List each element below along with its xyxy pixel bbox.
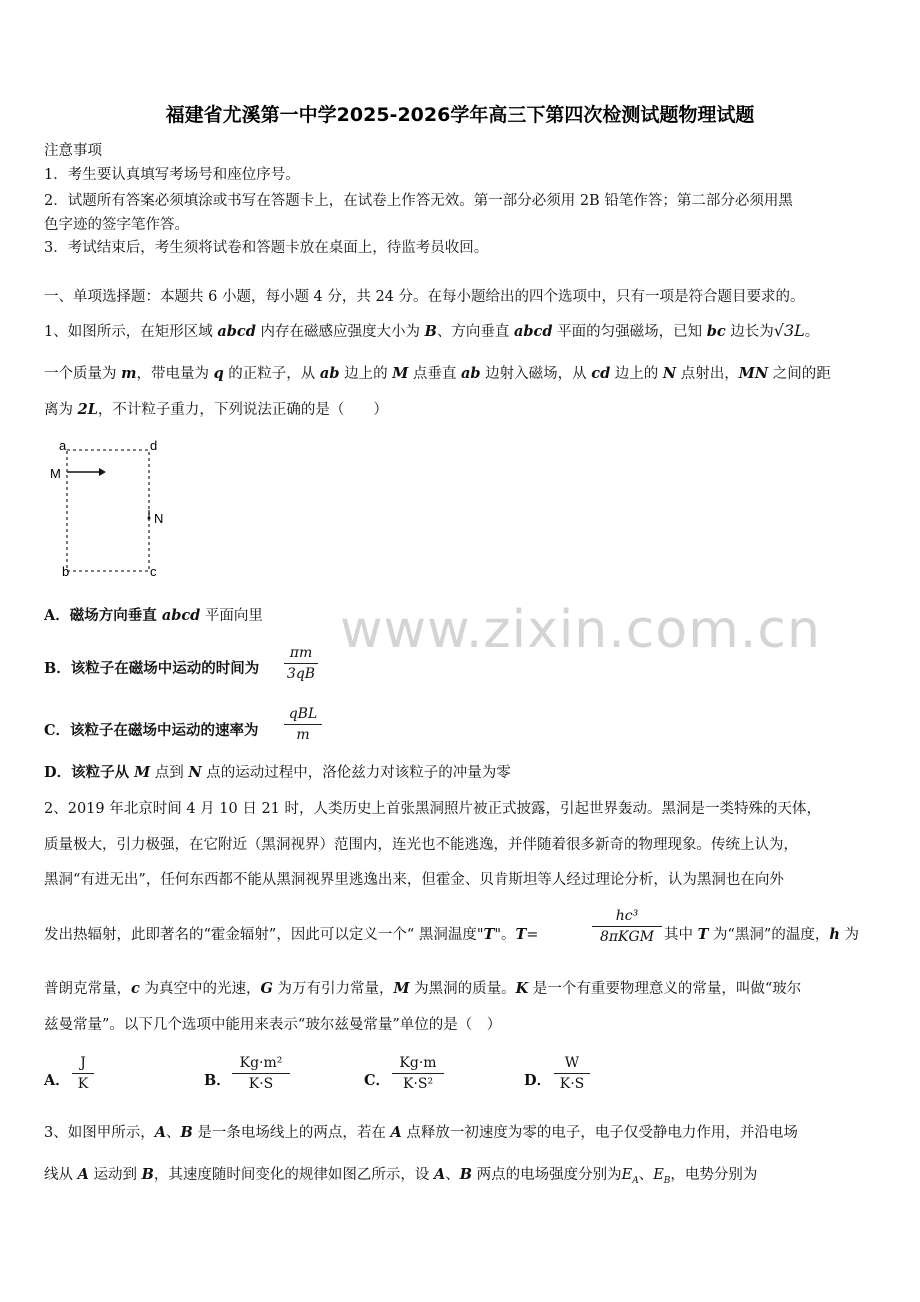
label-d: d [150,438,158,453]
notice-item: 1．考生要认真填写考场号和座位序号。 [44,167,300,183]
option-c: C．该粒子在磁场中运动的速率为 [44,722,259,739]
question-2-line-3: 黑洞“有进无出”，任何东西都不能从黑洞视界里逃逸出来，但霍金、贝肯斯坦等人经过理论分析，认为黑洞也在向外 [44,872,784,888]
question-3-line-2: 线从 A 运动到 B，其速度随时间变化的规律如图乙所示，设 A、B 两点的电场强度分别为$E_A$、$E_B$，电势分别为 [44,1166,758,1186]
option-b: B．该粒子在磁场中运动的时间为 [44,660,260,677]
option-a-fraction: $\frac{J}{K}$ [72,1055,94,1092]
question-2-line-2: 质量极大，引力极强，在它附近（黑洞视界）范围内，连光也不能逃逸，并伴随着很多新奇的物理现象。传统上认为， [44,837,798,853]
label-a: a [59,438,67,453]
section-heading: 一、单项选择题：本题共 6 小题，每小题 4 分，共 24 分。在每小题给出的四个选项中，只有一项是符合题目要求的。 [44,289,805,305]
question-3-line-1: 3、如图甲所示，A、B 是一条电场线上的两点，若在 A 点释放一初速度为零的电子，电子仅受静电力作用，并沿电场 [44,1124,798,1141]
option-d-label: D． [524,1072,552,1089]
rectangle-figure [44,434,184,584]
option-d: D．该粒子从 M 点到 N 点的运动过程中，洛伦兹力对该粒子的冲量为零 [44,764,511,781]
notice-item: 2．试题所有答案必须填涂或书写在答题卡上，在试卷上作答无效。第一部分必须用 2B 铅笔作答；第二部分必须用黑 [44,193,793,209]
dashed-rectangle [67,450,149,571]
question-1-line-1: 1、如图所示，在矩形区域 abcd 内存在磁感应强度大小为 B、方向垂直 abcd 平面的匀强磁场，已知 bc 边长为√3L。 [44,321,820,340]
page-title: 福建省尤溪第一中学2025-2026学年高三下第四次检测试题物理试题 [165,104,755,126]
question-1-line-3: 离为 2L，不计粒子重力，下列说法正确的是（ ） [44,401,388,418]
watermark: www.zixin.com.cn [340,600,821,660]
fraction-c: qBL m [284,706,322,743]
question-2-line-4: 发出热辐射，此即著名的“霍金辐射”，因此可以定义一个“ 黑洞温度"T"。T= [44,926,539,943]
fraction-b: $\frac{\pi m}{3qB}$ [284,645,318,682]
option-d-fraction: $\frac{W}{K\cdot S}$ [554,1055,590,1092]
hawking-formula: hc³ 8πKGM [592,908,662,945]
question-2-line-6: 兹曼常量”。以下几个选项中能用来表示“玻尔兹曼常量”单位的是（ ） [44,1017,502,1033]
label-b: b [62,564,70,579]
notice-heading: 注意事项 [44,143,102,159]
notice-item: 色字迹的签字笔作答。 [44,217,189,233]
notice-item: 3．考试结束后，考生须将试卷和答题卡放在桌面上，待监考员收回。 [44,240,489,256]
option-b-label: B． [204,1072,231,1089]
arrow-head-icon [99,468,106,476]
question-2-line-5: 普朗克常量，c 为真空中的光速，G 为万有引力常量，M 为黑洞的质量。K 是一个有重要物理意义的常量，叫做“玻尔 [44,980,802,997]
label-n: N [154,511,164,526]
option-c-fraction: $\frac{Kg\cdot m}{\text{K·S²}}$ [392,1055,444,1092]
question-2-line-4-rest: 其中 T 为“黑洞”的温度，h 为 [664,926,859,943]
label-c: c [150,564,157,579]
question-2-line-1: 2、2019 年北京时间 4 月 10 日 21 时，人类历史上首张黑洞照片被正式披露，引起世界轰动。黑洞是一类特殊的天体， [44,801,822,817]
option-b-fraction: $\frac{\text{Kg·m²}}{K\cdot S}$ [232,1055,290,1092]
option-a-label: A． [44,1072,70,1089]
question-1-line-2: 一个质量为 m，带电量为 q 的正粒子，从 ab 边上的 M 点垂直 ab 边射入磁场，从 cd 边上的 N 点射出，MN 之间的距 [44,365,831,382]
option-c-label: C． [364,1072,391,1089]
label-m: M [50,466,61,481]
option-a: A．磁场方向垂直 abcd 平面向里 [44,607,263,624]
